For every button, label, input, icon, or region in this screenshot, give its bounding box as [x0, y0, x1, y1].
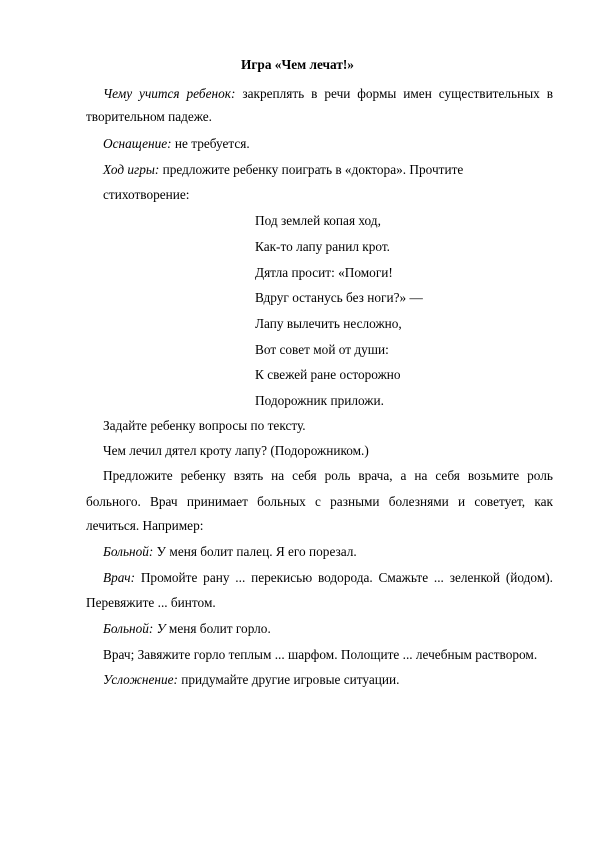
- dialog-line-doctor-2: Врач; Завяжите горло теплым ... шарфом. Полощите ... лечебным раствором.: [103, 647, 538, 662]
- dialog-text-doctor: Промойте рану ... перекисью водорода. Смажьте ... зеленкой (йодом).: [135, 570, 553, 585]
- intro-line-equipment: [103, 136, 250, 152]
- intro-label-equipment: Оснащение:: [103, 136, 172, 151]
- intro-text-learns: закреплять в речи формы имен существительных в: [235, 86, 553, 101]
- poem-line: Подорожник приложи.: [255, 393, 384, 408]
- dialog-label-patient: Больной:: [103, 544, 154, 559]
- dialog-line-patient-1: [103, 544, 357, 560]
- dialog-line-complication: [103, 672, 399, 688]
- paragraph-roleplay-2: больного. Врач принимает больных с разными болезнями и советует, как: [86, 494, 553, 509]
- dialog-line-doctor-1-cont: Перевяжите ... бинтом.: [86, 595, 216, 610]
- poem-line: Под землей копая ход,: [255, 213, 381, 228]
- dialog-text-complication: придумайте другие игровые ситуации.: [177, 672, 400, 687]
- intro-label-learns: Чему учится ребенок:: [103, 86, 236, 101]
- poem-line: Как-то лапу ранил крот.: [255, 239, 391, 254]
- intro-line-1: [103, 86, 553, 102]
- intro-text-game: предложите ребенку поиграть в «доктора». Прочтите: [159, 162, 464, 177]
- poem-line: Дятла просит: «Помоги!: [255, 265, 393, 280]
- dialog-line-doctor-1: [103, 570, 553, 586]
- intro-line-poem-lead: стихотворение:: [103, 187, 190, 202]
- intro-line-2: творительном падеже.: [86, 109, 212, 124]
- paragraph-roleplay-3: лечиться. Например:: [86, 518, 204, 533]
- paragraph-questions: Задайте ребенку вопросы по тексту.: [103, 418, 306, 433]
- intro-line-game: [103, 162, 463, 178]
- dialog-text-patient-2: меня болит горло.: [165, 621, 271, 636]
- dialog-line-patient-2: [103, 621, 271, 637]
- intro-label-game: Ход игры:: [103, 162, 160, 177]
- paragraph-question-example: Чем лечил дятел кроту лапу? (Подорожником.): [103, 443, 369, 458]
- dialog-label-complication: Усложнение:: [103, 672, 178, 687]
- poem-line: Вдруг останусь без ноги?» —: [255, 290, 423, 305]
- poem-line: К свежей ране осторожно: [255, 367, 401, 382]
- intro-text-equipment: не требуется.: [171, 136, 250, 151]
- poem-line: Вот совет мой от души:: [255, 342, 389, 357]
- dialog-text-patient: У меня болит палец. Я его порезал.: [153, 544, 357, 559]
- paragraph-roleplay-1: Предложите ребенку взять на себя роль врача, а на себя возьмите роль: [103, 468, 553, 483]
- dialog-label-patient-2: Больной: У: [103, 621, 166, 636]
- page-title: Игра «Чем лечат!»: [241, 57, 354, 72]
- poem-line: Лапу вылечить несложно,: [255, 316, 402, 331]
- dialog-label-doctor: Врач:: [103, 570, 136, 585]
